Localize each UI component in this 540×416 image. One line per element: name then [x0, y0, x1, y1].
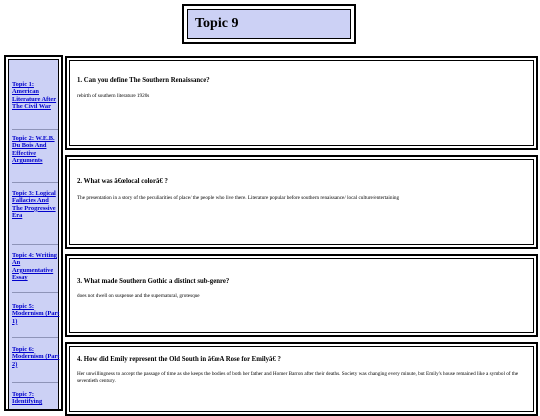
flashcard-inner	[69, 346, 534, 412]
sidebar-divider	[12, 382, 58, 383]
sidebar-link-topic-3[interactable]: Topic 3: Logical Fallacies And The Progressive Era	[12, 190, 56, 220]
sidebar-divider	[12, 244, 58, 245]
flashcard-inner	[69, 258, 534, 333]
flashcard-2	[65, 155, 538, 249]
sidebar	[4, 55, 63, 411]
sidebar-item-topic-4[interactable]	[12, 252, 60, 282]
sidebar-item-topic-1[interactable]	[12, 81, 60, 111]
flashcard-answer: rebirth of southern literature 1920s	[77, 93, 150, 99]
flashcard-answer: Her unwillingness to accept the passage of time as she keeps the bodies of both her father and Homer Barron after their deaths. Society was changing every minute, but Emily's house remained like a symbol of the seventieth century.	[77, 371, 519, 385]
sidebar-link-topic-7[interactable]: Topic 7: Identifying	[12, 391, 43, 406]
sidebar-link-topic-4[interactable]: Topic 4: Writing An Argumentative Essay	[12, 252, 57, 282]
flashcard-1	[65, 56, 538, 150]
sidebar-item-topic-2[interactable]	[12, 135, 60, 165]
flashcard-inner	[69, 60, 534, 146]
sidebar-link-topic-5[interactable]: Topic 5: Modernism (Part 1)	[12, 303, 60, 325]
sidebar-divider	[12, 337, 58, 338]
flashcard-3	[65, 254, 538, 337]
sidebar-link-topic-1[interactable]: Topic 1: American Literature After The Civil War	[12, 81, 57, 111]
flashcard-question: 4. How did Emily represent the Old South in â€œA Rose for Emilyâ€ ?	[77, 356, 281, 363]
flashcard-question: 2. What was â€œlocal colorâ€ ?	[77, 178, 168, 185]
sidebar-panel	[8, 59, 59, 411]
flashcard-answer: does not dwell on suspense and the supernatural, grotesque	[77, 293, 200, 299]
page-title-panel	[187, 9, 351, 39]
sidebar-item-topic-5[interactable]	[12, 303, 60, 325]
sidebar-divider	[12, 182, 58, 183]
sidebar-item-topic-3[interactable]	[12, 190, 60, 220]
page-title-box	[182, 4, 356, 44]
sidebar-divider	[12, 292, 58, 293]
sidebar-divider	[12, 129, 58, 130]
flashcard-inner	[69, 159, 534, 245]
flashcard-question: 3. What made Southern Gothic a distinct sub-genre?	[77, 278, 230, 285]
sidebar-item-topic-6[interactable]	[12, 346, 60, 368]
page-title: Topic 9	[195, 16, 239, 31]
sidebar-item-topic-7[interactable]	[12, 391, 60, 406]
sidebar-link-topic-6[interactable]: Topic 6: Modernism (Part 2)	[12, 346, 60, 368]
flashcard-answer: The presentation in a story of the peculiarities of place/ the people who live there. Literature popular before southern renaissance/ local culture/entertaining	[77, 195, 400, 201]
flashcard-question: 1. Can you define The Southern Renaissance?	[77, 77, 210, 84]
sidebar-link-topic-2[interactable]: Topic 2: W.E.B. Du Bois And Effective Arguments	[12, 135, 55, 165]
